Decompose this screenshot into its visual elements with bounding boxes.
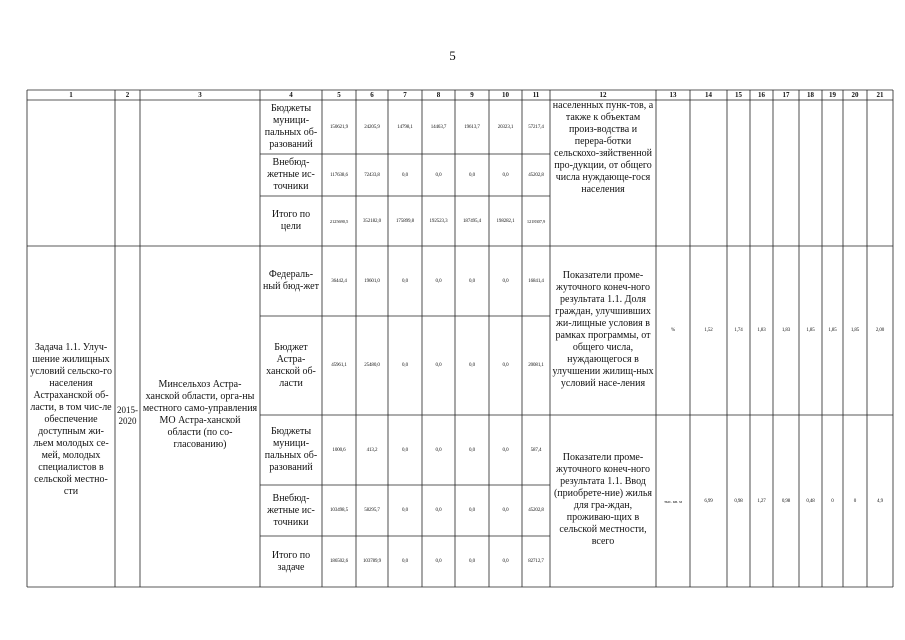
col-header: 8 — [436, 91, 441, 99]
table-cell: 45961,1 — [331, 363, 347, 368]
table-cell: 187495,4 — [463, 218, 481, 224]
indicator-text: Показатели проме-жуточного конеч-ного результата 1.1. Ввод (приобрете-ние) жилья для гра-ждан, проживаю-щих в сельской местности, всего — [553, 452, 653, 547]
col-header: 11 — [532, 91, 540, 99]
col-header: 7 — [403, 91, 407, 99]
table-cell: 0,0 — [502, 278, 509, 284]
funding-source: Бюджеты муници-пальных об-разований — [264, 103, 318, 150]
table-cell: 14463,7 — [430, 124, 447, 130]
funding-source: Федераль-ный бюд-жет — [263, 269, 319, 292]
table-cell: 0,0 — [469, 559, 475, 564]
table-cell: 45202,8 — [528, 508, 544, 513]
table-cell: 117638,6 — [330, 172, 348, 178]
table-cell: 57217,4 — [528, 124, 544, 130]
indicator-value: 4,9 — [877, 498, 883, 504]
table-cell: 20081,1 — [528, 363, 544, 368]
col-header: 20 — [851, 91, 859, 99]
task-name: Задача 1.1. Улуч-шение жилищных условий сельско-го населения Астраханской об-ласти, в том чис-ле обеспечение доступным жи-льем молодых се-мей, молодых специалистов в сельской местно-сти — [30, 342, 112, 497]
table-cell: 0,0 — [469, 447, 475, 453]
indicator-value: 1,74 — [734, 328, 743, 333]
indicator-value: 0,48 — [806, 498, 815, 504]
table-cell: 186502,6 — [330, 559, 348, 564]
table-cell: 0,0 — [502, 559, 509, 564]
col-header: 6 — [370, 91, 374, 99]
col-header: 15 — [735, 91, 742, 99]
indicator-value: 1,85 — [806, 328, 815, 333]
table-cell: 1218307,9 — [526, 218, 546, 224]
col-header: 13 — [669, 91, 677, 99]
table-cell: 0,0 — [502, 172, 509, 178]
indicator-text: населенных пунк-тов, а также к объектам произ-водства и перера-ботки сельскохо-зяйственной про-дукции, от общего числа нуждающе-гося населения — [552, 100, 654, 195]
funding-source: Бюджет Астра-ханской об-ласти — [266, 341, 316, 389]
col-header: 17 — [782, 91, 790, 99]
indicator-value: 0,98 — [734, 498, 743, 504]
table-cell: 16841,4 — [528, 278, 544, 284]
col-header: 5 — [337, 91, 341, 99]
col-header: 10 — [502, 91, 509, 99]
indicator-value: 0 — [853, 498, 857, 504]
table-cell: 0,0 — [402, 172, 408, 178]
table-cell: 0,0 — [435, 278, 442, 284]
table-cell: 58295,7 — [364, 508, 380, 513]
table-cell: 0,0 — [502, 363, 509, 368]
task-period: 2015-2020 — [117, 405, 138, 426]
indicator-value: 1,83 — [781, 328, 791, 333]
table-cell: 0,0 — [402, 447, 408, 453]
table-cell: 352182,0 — [363, 218, 381, 224]
page-number: 5 — [449, 48, 456, 63]
col-header: 4 — [289, 91, 293, 99]
table-cell: 198282,1 — [496, 218, 515, 224]
table-cell: 2125690,5 — [329, 218, 349, 224]
table-cell: 0,0 — [435, 363, 442, 368]
table-cell: 103789,9 — [363, 559, 381, 564]
table-cell: 0,0 — [502, 447, 509, 453]
table-cell: 0,0 — [469, 172, 475, 178]
indicator-value: 0 — [831, 498, 834, 504]
task-executor: Минсельхоз Астра-ханской области, орга-ны местного само-управления МО Астра-ханской области (по со-гласованию) — [142, 379, 258, 450]
table-cell: 175899,8 — [396, 218, 414, 224]
table-cell: 19613,7 — [464, 124, 480, 130]
col-header: 21 — [876, 91, 884, 99]
indicator-value: 0,98 — [781, 498, 791, 504]
table-cell: 14798,1 — [397, 124, 413, 130]
indicator-value: 1,85 — [850, 328, 860, 333]
col-header: 16 — [758, 91, 765, 99]
col-header: 12 — [599, 91, 607, 99]
table-cell: 25480,0 — [364, 363, 380, 368]
table-cell: 0,0 — [469, 278, 475, 284]
funding-source: Итого по задаче — [271, 549, 311, 573]
col-header: 3 — [198, 91, 202, 99]
col-header: 1 — [69, 91, 73, 99]
col-header: 9 — [470, 91, 474, 99]
col-header: 2 — [125, 91, 130, 99]
table-cell: 72433,8 — [364, 172, 380, 178]
indicator-value: 1,27 — [757, 498, 766, 504]
table-cell: 0,0 — [435, 172, 442, 178]
funding-source: Внебюд-жетные ис-точники — [267, 157, 315, 192]
table-cell: 0,0 — [435, 447, 442, 453]
table-cell: 192523,3 — [429, 218, 448, 224]
table-cell: 0,0 — [469, 363, 475, 368]
table-cell: 0,0 — [402, 363, 408, 368]
table-cell: 24205,9 — [364, 124, 380, 130]
indicator-unit: % — [670, 328, 676, 333]
table-cell: 0,0 — [402, 278, 408, 284]
table-cell: 0,0 — [469, 508, 475, 513]
funding-source: Бюджеты муници-пальных об-разований — [264, 426, 318, 473]
col-header: 19 — [829, 91, 836, 99]
table-cell: 20323,1 — [497, 124, 514, 130]
table-cell: 0,0 — [435, 508, 442, 513]
table-cell: 45202,8 — [528, 172, 544, 178]
col-header: 18 — [807, 91, 814, 99]
table-cell: 587,4 — [530, 447, 542, 453]
table-cell: 0,0 — [502, 508, 509, 513]
table-cell: 0,0 — [402, 559, 408, 564]
table-cell: 19601,0 — [364, 278, 380, 284]
indicator-text: Показатели проме-жуточного конеч-ного результата 1.1. Доля граждан, улучшивших жи-лищные условия в рамках программы, от общего числа, нуждающегося в улучшении жилищ-ных условий насе-ления — [552, 270, 654, 389]
indicator-unit: тыс. кв. м — [664, 498, 682, 504]
table-cell: 103498,5 — [330, 508, 348, 513]
col-header: 14 — [705, 91, 712, 99]
table-cell: 0,0 — [402, 508, 408, 513]
indicator-value: 1,85 — [828, 328, 837, 333]
funding-source: Итого по цели — [271, 209, 311, 232]
indicator-value: 6,99 — [704, 498, 713, 504]
table-cell: 413,2 — [366, 447, 378, 453]
table-cell: 36442,4 — [331, 278, 347, 284]
table-cell: 0,0 — [435, 559, 442, 564]
indicator-value: 2,00 — [875, 328, 885, 333]
indicator-value: 1,52 — [704, 328, 713, 333]
table-cell: 82712,7 — [528, 559, 544, 564]
table-cell: 1000,6 — [332, 447, 346, 453]
funding-source: Внебюд-жетные ис-точники — [267, 492, 315, 528]
indicator-value: 1,83 — [757, 328, 766, 333]
table-cell: 150621,9 — [330, 124, 348, 130]
